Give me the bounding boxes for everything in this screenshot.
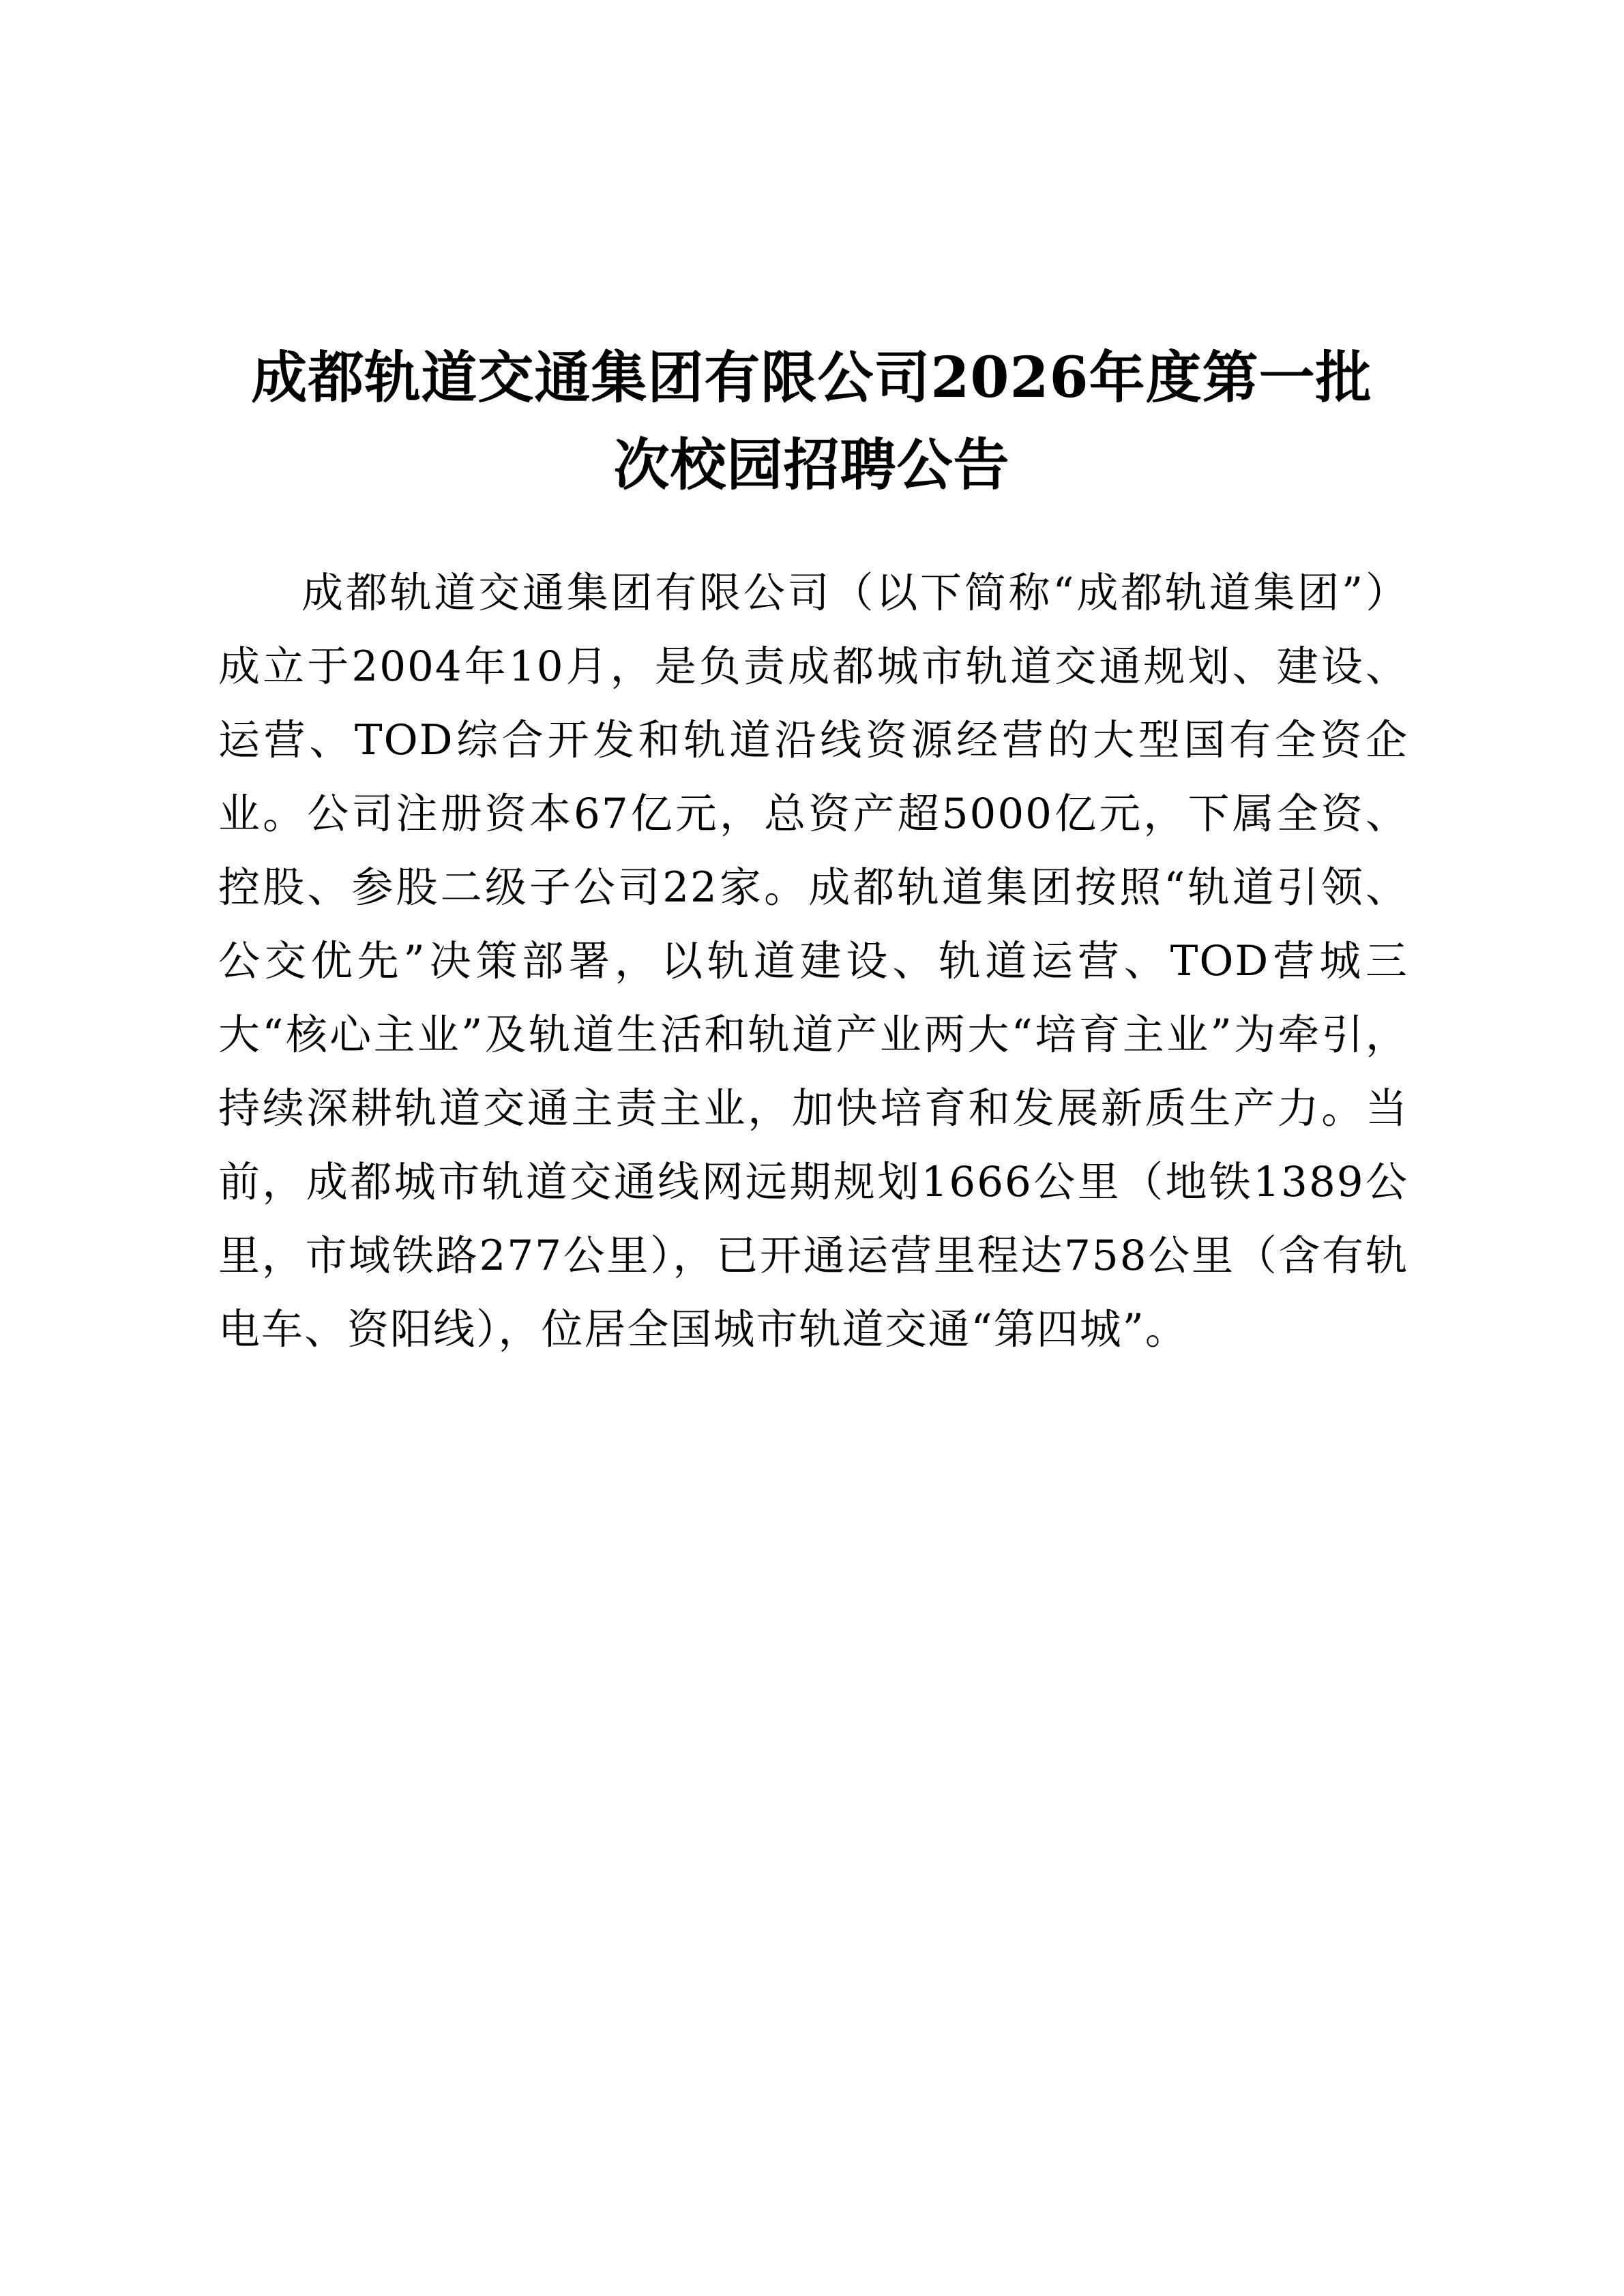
document-title-line-1: 成都轨道交通集团有限公司2026年度第一批 <box>251 345 1372 411</box>
document-title-line-2: 次校园招聘公告 <box>613 432 1010 498</box>
body-paragraph: 成都轨道交通集团有限公司（以下简称“成都轨道集团”）成立于2004年10月，是负责成都城市轨道交通规划、建设、运营、TOD综合开发和轨道沿线资源经营的大型国有全资企业。公司注册资本67亿元，总资产超5000亿元，下属全资、控股、参股二级子公司22家。成都轨道集团按照“轨道引领、公交优先”决策部署，以轨道建设、轨道运营、TOD营城三大“核心主业”及轨道生活和轨道产业两大“培育主业”为牵引，持续深耕轨道交通主责主业，加快培育和发展新质生产力。当前，成都城市轨道交通线网远期规划1666公里（地铁1389公里，市域铁路277公里），已开通运营里程达758公里（含有轨电车、资阳线），位居全国城市轨道交通“第四城”。 <box>218 569 1408 1354</box>
document-title <box>205 334 1419 509</box>
